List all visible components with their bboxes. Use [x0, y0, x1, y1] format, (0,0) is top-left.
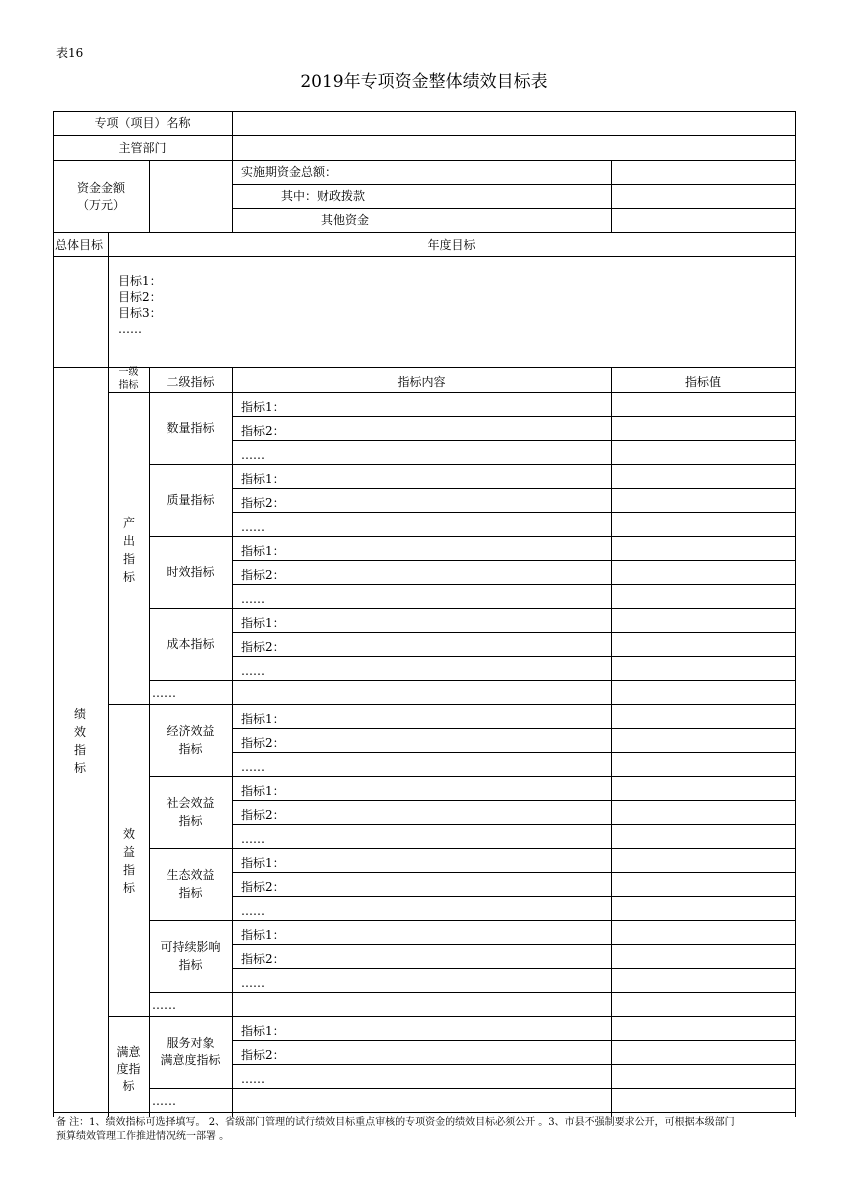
table-rule	[232, 208, 796, 209]
output-group-label: 成本指标	[166, 637, 215, 651]
note-line-2: 预算绩效管理工作推进情况统一部署 。	[56, 1131, 230, 1142]
table-rule	[53, 1112, 796, 1113]
indicator-more: ……	[241, 832, 265, 846]
table-rule	[149, 536, 796, 537]
output-group-label: 质量指标	[166, 493, 215, 507]
benefit-group-label: 指标	[178, 814, 203, 828]
indicator-more: ……	[241, 760, 265, 774]
indicator-1: 指标1：	[241, 544, 285, 558]
funds-label: 资金金额	[76, 181, 125, 195]
output-label: 标	[122, 570, 135, 584]
overall-goal-label: 总体目标	[55, 238, 104, 252]
table-rule	[232, 416, 796, 417]
table-rule	[232, 800, 796, 801]
goal-item: 目标3：	[118, 306, 162, 320]
goal-item: 目标1：	[118, 274, 162, 288]
table-rule	[108, 704, 796, 705]
table-rule	[232, 488, 796, 489]
benefit-label: 益	[122, 845, 135, 859]
table-rule	[611, 160, 612, 233]
performance-label: 效	[73, 725, 86, 739]
output-group-label: 时效指标	[166, 565, 215, 579]
indicator-more: ……	[241, 664, 265, 678]
indicator-2: 指标2：	[241, 568, 285, 582]
table-rule	[53, 160, 796, 161]
benefit-group-label: 可持续影响	[160, 940, 221, 954]
table-rule	[232, 1064, 796, 1065]
table-rule	[232, 824, 796, 825]
table-rule	[232, 1040, 796, 1041]
table-rule	[53, 367, 796, 368]
satisfaction-more: ……	[152, 1094, 176, 1108]
indicator-2: 指标2：	[241, 736, 285, 750]
satisfaction-label: 满意	[116, 1045, 141, 1059]
indicator-1: 指标1：	[241, 472, 285, 486]
benefit-label: 指	[122, 863, 135, 877]
table-rule	[149, 848, 796, 849]
table-rule	[232, 512, 796, 513]
performance-label: 绩	[73, 707, 86, 721]
indicator-2: 指标2：	[241, 952, 285, 966]
indicator-1: 指标1：	[241, 1024, 285, 1038]
funds-other-label: 其他资金	[321, 213, 370, 227]
table-rule	[149, 992, 796, 993]
table-rule	[795, 111, 796, 1117]
output-group-label: 数量指标	[166, 421, 215, 435]
indicator-more: ……	[241, 976, 265, 990]
indicator-1: 指标1：	[241, 784, 285, 798]
page-title: 2019年专项资金整体绩效目标表	[300, 72, 548, 92]
dept-label: 主管部门	[118, 141, 167, 155]
level2-header: 二级指标	[166, 375, 215, 389]
indicator-more: ……	[241, 1072, 265, 1086]
indicator-1: 指标1：	[241, 400, 285, 414]
output-more: ……	[152, 686, 176, 700]
table-rule	[108, 232, 109, 1117]
indicator-1: 指标1：	[241, 712, 285, 726]
table-rule	[232, 111, 233, 233]
indicator-1: 指标1：	[241, 616, 285, 630]
indicator-1: 指标1：	[241, 928, 285, 942]
benefit-group-label: 社会效益	[166, 796, 215, 810]
benefit-group-label: 指标	[178, 742, 203, 756]
output-label: 产	[122, 516, 135, 530]
table-rule	[232, 944, 796, 945]
indicator-2: 指标2：	[241, 808, 285, 822]
table-rule	[232, 728, 796, 729]
table-rule	[232, 584, 796, 585]
table-rule	[149, 1088, 796, 1089]
indicator-2: 指标2：	[241, 1048, 285, 1062]
goal-item: ……	[118, 322, 142, 336]
table-rule	[232, 656, 796, 657]
annual-goal-label: 年度目标	[427, 238, 476, 252]
table-rule	[232, 184, 796, 185]
content-header: 指标内容	[397, 375, 446, 389]
table-rule	[108, 1016, 796, 1017]
table-rule	[232, 896, 796, 897]
table-rule	[149, 464, 796, 465]
value-header: 指标值	[684, 375, 721, 389]
level1-header: 一级	[118, 367, 139, 378]
table-rule	[149, 776, 796, 777]
goal-item: 目标2：	[118, 290, 162, 304]
indicator-2: 指标2：	[241, 880, 285, 894]
benefit-group-label: 指标	[178, 958, 203, 972]
indicator-2: 指标2：	[241, 640, 285, 654]
funds-fiscal-label: 其中：财政拨款	[281, 189, 366, 203]
indicator-more: ……	[241, 520, 265, 534]
note-line-1: 备 注：1、绩效指标可选择填写。 2、省级部门管理的试行绩效目标重点审核的专项资金的绩效目标必须公开 。3、市县不强制要求公开，可根据本级部门	[56, 1117, 735, 1128]
benefit-more: ……	[152, 998, 176, 1012]
table-rule	[53, 232, 796, 233]
table-rule	[232, 632, 796, 633]
satisfaction-group-label: 服务对象	[166, 1036, 215, 1050]
table-rule	[108, 392, 796, 393]
satisfaction-label: 标	[122, 1079, 135, 1093]
indicator-more: ……	[241, 448, 265, 462]
performance-label: 指	[73, 743, 86, 757]
table-rule	[149, 160, 150, 233]
table-rule	[232, 752, 796, 753]
benefit-label: 效	[122, 827, 135, 841]
funds-total-label: 实施期资金总额：	[241, 165, 338, 179]
funds-unit-label: （万元）	[76, 198, 125, 212]
table-rule	[232, 560, 796, 561]
benefit-label: 标	[122, 881, 135, 895]
indicator-2: 指标2：	[241, 424, 285, 438]
benefit-group-label: 经济效益	[166, 724, 215, 738]
table-rule	[232, 968, 796, 969]
table-rule	[611, 367, 612, 1117]
table-rule	[53, 135, 796, 136]
output-label: 指	[122, 552, 135, 566]
indicator-1: 指标1：	[241, 856, 285, 870]
table-rule	[149, 920, 796, 921]
benefit-group-label: 生态效益	[166, 868, 215, 882]
satisfaction-label: 度指	[116, 1062, 141, 1076]
table-rule	[53, 111, 796, 112]
table-rule	[53, 256, 796, 257]
output-label: 出	[122, 534, 135, 548]
benefit-group-label: 指标	[178, 886, 203, 900]
indicator-2: 指标2：	[241, 496, 285, 510]
level1-header: 指标	[118, 380, 139, 391]
indicator-more: ……	[241, 592, 265, 606]
table-rule	[232, 872, 796, 873]
performance-label: 标	[73, 761, 86, 775]
project-name-label: 专项（项目）名称	[94, 116, 191, 130]
table-rule	[149, 680, 796, 681]
table-number: 表16	[56, 46, 84, 60]
table-rule	[53, 111, 54, 1117]
table-rule	[232, 440, 796, 441]
table-rule	[149, 608, 796, 609]
satisfaction-group-label: 满意度指标	[160, 1053, 221, 1067]
table-rule	[232, 367, 233, 1117]
indicator-more: ……	[241, 904, 265, 918]
